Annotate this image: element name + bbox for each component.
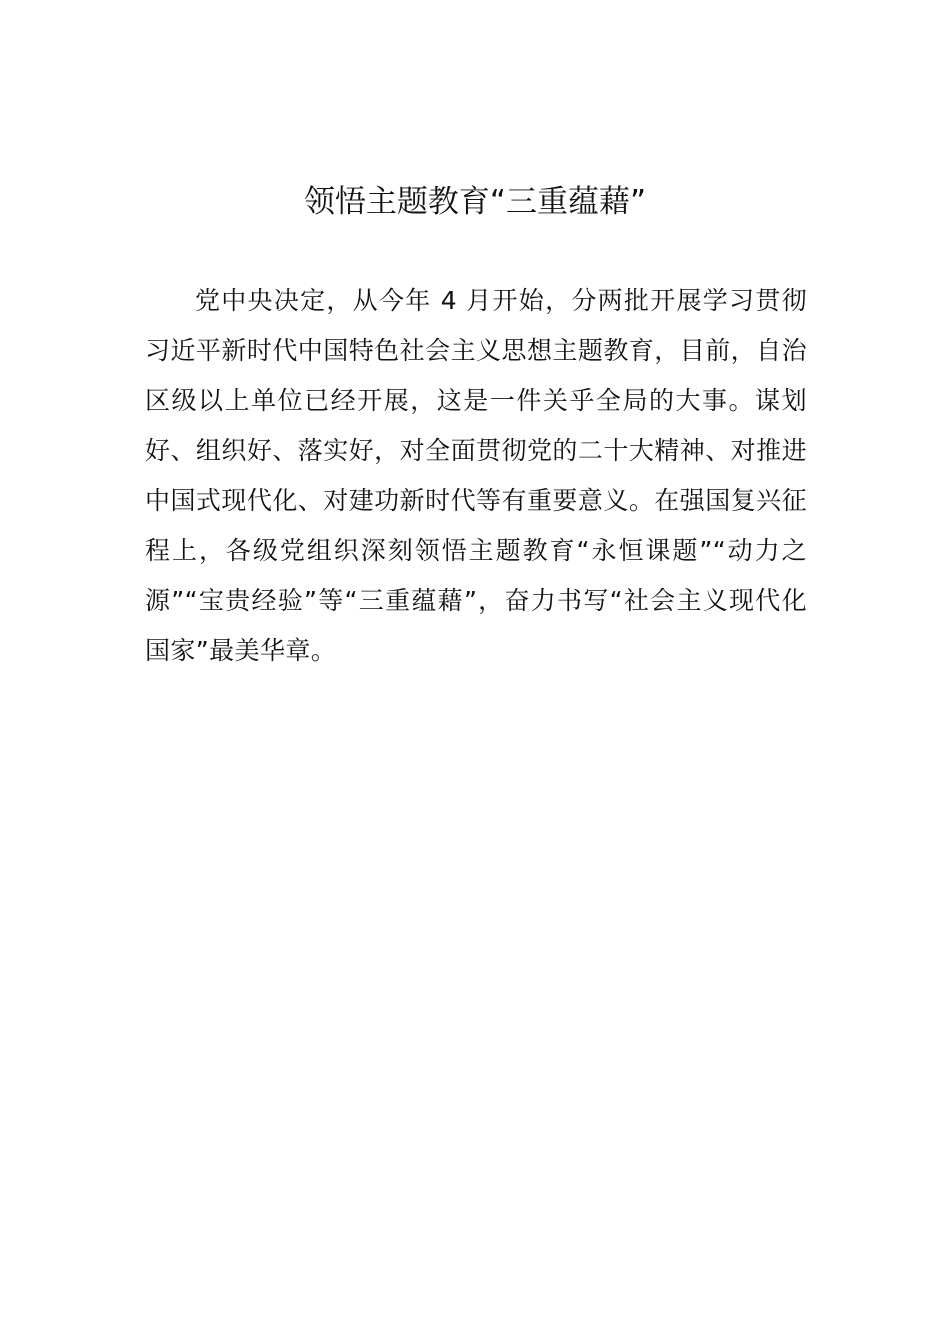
document-title: 领悟主题教育“三重蕴藉” xyxy=(303,184,647,220)
body-paragraph: 党中央决定，从今年 4 月开始，分两批开展学习贯彻习近平新时代中国特色社会主义思想主题教育，目前，自治区级以上单位已经开展，这是一件关乎全局的大事。谋划好、组织好、落实好，对全面贯彻党的二十大精神、对推进中国式现代化、对建功新时代等有重要意义。在强国复兴征程上，各级党组织深刻领悟主题教育“永恒课题”“动力之源”“宝贵经验”等“三重蕴藉”，奋力书写“社会主义现代化国家”最美华章。 xyxy=(145,286,807,665)
